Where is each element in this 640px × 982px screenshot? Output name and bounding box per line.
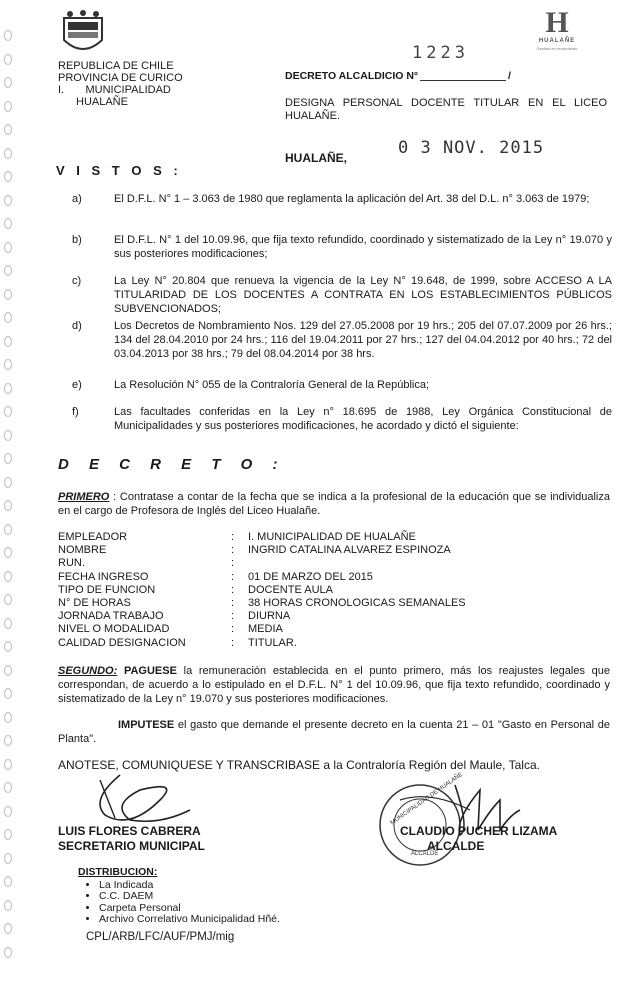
punch-hole: [4, 782, 12, 793]
punch-hole: [4, 195, 12, 206]
field-key: NIVEL O MODALIDAD: [58, 623, 170, 636]
field-colon: :: [231, 557, 235, 570]
punch-hole: [4, 759, 12, 770]
field-colon: :: [231, 636, 235, 649]
field-key: RUN.: [58, 557, 85, 570]
vistos-item: [72, 192, 612, 206]
item-text: Los Decretos de Nombramiento Nos. 129 del 27.05.2008 por 19 hrs.; 205 del 07.07.2009 por 26 hrs.; 134 del 28.04.2010 por 24 hrs.; 116 del 19.04.2011 por 27 hrs.; 127 del 04.04.2012 por 40 hrs.; 72 del 03.04.2013 por 38 hrs.; 79 del 08.04.2014 por 38 hrs.: [114, 320, 612, 360]
punch-hole: [4, 853, 12, 864]
chile-crest-logo: [60, 10, 106, 58]
field-value: I. MUNICIPALIDAD DE HUALAÑE: [248, 531, 416, 543]
field-key: EMPLEADOR: [58, 531, 128, 543]
field-value: 01 DE MARZO DEL 2015: [248, 570, 373, 583]
issuer-block: [58, 60, 183, 108]
field-value: DOCENTE AULA: [248, 583, 333, 596]
mayor-signature-block: [400, 824, 557, 854]
punch-hole: [4, 876, 12, 887]
paguese-word: PAGUESE: [123, 665, 177, 677]
punch-hole: [4, 806, 12, 817]
segundo-paragraph: [58, 664, 610, 706]
punch-hole: [4, 641, 12, 652]
item-text: El D.F.L. N° 1 del 10.09.96, que fija texto refundido, coordinado y sistematizado de la Ley n° 19.070 y sus posteriores modificaciones;: [114, 234, 612, 260]
secretary-signature-block: [58, 824, 205, 854]
punch-hole: [4, 829, 12, 840]
field-colon: :: [231, 610, 235, 623]
item-letter: b): [72, 234, 82, 246]
decree-city: HUALAÑE,: [285, 151, 347, 165]
item-letter: a): [72, 193, 82, 205]
field-value: MEDIA: [248, 623, 283, 636]
punch-hole: [4, 242, 12, 253]
punch-hole: [4, 336, 12, 347]
list-item: • Archivo Correlativo Municipalidad Hñé.: [99, 914, 280, 926]
field-key: N° DE HORAS: [58, 596, 131, 609]
field-value: TITULAR.: [248, 636, 297, 649]
imputese-text: el gasto que demande el presente decreto en la cuenta 21 – 01 "Gasto en Personal de Planta".: [58, 719, 611, 745]
punch-hole: [4, 947, 12, 958]
punch-hole: [4, 218, 12, 229]
punch-hole: [4, 312, 12, 323]
decree-label: DECRETO ALCALDICIO N°: [285, 70, 419, 82]
segundo-label: SEGUNDO:: [58, 665, 118, 677]
date-stamp: 0 3 NOV. 2015: [398, 138, 545, 158]
punch-hole: [4, 77, 12, 88]
field-colon: :: [231, 596, 235, 609]
item-letter: f): [72, 406, 79, 418]
field-colon: :: [231, 544, 235, 557]
secretary-signature: [70, 770, 210, 830]
issuer-line: PROVINCIA DE CURICO: [58, 72, 183, 84]
field-key: CALIDAD DESIGNACION: [58, 636, 186, 649]
punch-hole: [4, 453, 12, 464]
issuer-line: I. MUNICIPALIDAD: [58, 84, 171, 96]
field-colon: :: [231, 583, 235, 596]
logo-name: HUALAÑE: [538, 38, 576, 44]
vistos-item: [72, 319, 612, 361]
item-text: Las facultades conferidas en la Ley n° 18.695 de 1988, Ley Orgánica Constitucional de Municipalidades y sus posteriores modificaciones, he acordado y dictó el siguiente:: [114, 406, 612, 432]
vistos-item: [72, 274, 612, 316]
decree-number-line: [420, 80, 506, 81]
punch-hole: [4, 289, 12, 300]
list-item: • La Indicada: [99, 880, 280, 892]
vistos-item: [72, 405, 612, 433]
primero-paragraph: [58, 490, 610, 518]
punch-hole: [4, 171, 12, 182]
field-colon: :: [231, 570, 235, 583]
punch-hole: [4, 735, 12, 746]
field-value: 38 HORAS CRONOLOGICAS SEMANALES: [248, 596, 466, 609]
punch-hole: [4, 101, 12, 112]
seal-text: MUNICIPALIDAD DE HUALAÑE: [389, 771, 465, 827]
logo-letter: H: [545, 6, 569, 39]
typist-initials: CPL/ARB/LFC/AUF/PMJ/mig: [86, 931, 235, 943]
imputese-word: IMPUTESE: [118, 719, 175, 731]
field-key: TIPO DE FUNCION: [58, 583, 156, 596]
punch-hole: [4, 524, 12, 535]
punch-hole: [4, 30, 12, 41]
punch-hole: [4, 900, 12, 911]
item-letter: e): [72, 379, 82, 391]
decree-number-stamp: 1223: [412, 43, 469, 63]
secretary-name: LUIS FLORES CABRERA: [58, 824, 201, 838]
item-text: La Ley N° 20.804 que renueva la vigencia de la Ley N° 19.648, de 1999, sobre ACCESO A LA TITULARIDAD DE LOS DOCENTES A CONTRATA EN LOS ESTABLECIMIENTOS PÚBLICOS SUBVENCIONADOS;: [114, 275, 612, 315]
segundo-text: la remuneración establecida en el punto primero, más los reajustes legales que correspondan, de acuerdo a lo estipulado en el D.F.L. N° 1 del 10.09.96, que fija texto refundido, coordinado y sistematizado de la Ley n° 19.070 y sus posteriores modificaciones.: [58, 665, 610, 705]
primero-text: : Contratase a contar de la fecha que se indica a la profesional de la educación que se individualiza en el cargo de Profesora de Inglés del Liceo Hualañe.: [58, 491, 610, 517]
punch-holes: [0, 0, 14, 982]
punch-hole: [4, 923, 12, 934]
vistos-heading: V I S T O S :: [56, 163, 182, 178]
item-text: La Resolución N° 055 de la Contraloría General de la República;: [114, 379, 430, 391]
punch-hole: [4, 265, 12, 276]
punch-hole: [4, 594, 12, 605]
punch-hole: [4, 383, 12, 394]
punch-hole: [4, 571, 12, 582]
decree-slash: /: [508, 70, 511, 82]
punch-hole: [4, 712, 12, 723]
punch-hole: [4, 359, 12, 370]
punch-hole: [4, 665, 12, 676]
distribution-title: DISTRIBUCION:: [78, 866, 158, 878]
field-key: NOMBRE: [58, 544, 107, 557]
field-key: FECHA INGRESO: [58, 570, 149, 583]
mayor-name: CLAUDIO PUCHER LIZAMA: [400, 824, 558, 838]
list-item: • Carpeta Personal: [99, 903, 280, 915]
hualane-logo: [532, 8, 582, 51]
vistos-item: [72, 378, 612, 392]
punch-hole: [4, 406, 12, 417]
punch-hole: [4, 124, 12, 135]
vistos-item: [72, 233, 612, 261]
anotese-line: ANOTESE, COMUNIQUESE Y TRANSCRIBASE a la Contraloría Región del Maule, Talca.: [58, 758, 540, 772]
field-colon: :: [231, 623, 235, 636]
punch-hole: [4, 430, 12, 441]
issuer-line: HUALAÑE: [76, 96, 128, 108]
list-item: • C.C. DAEM: [99, 891, 280, 903]
punch-hole: [4, 618, 12, 629]
punch-hole: [4, 688, 12, 699]
mayor-title: ALCALDE: [427, 839, 485, 853]
punch-hole: [4, 500, 12, 511]
seal-bottom-text: ALCALDE: [411, 851, 439, 857]
decreto-heading: D E C R E T O :: [58, 456, 286, 473]
field-colon: :: [231, 531, 235, 543]
punch-hole: [4, 148, 12, 159]
distribution-list: [78, 880, 280, 926]
issuer-line: REPUBLICA DE CHILE: [58, 60, 174, 72]
imputese-paragraph: [58, 718, 610, 746]
secretary-title: SECRETARIO MUNICIPAL: [58, 839, 205, 853]
decree-subject: DESIGNA PERSONAL DOCENTE TITULAR EN EL LICEO HUALAÑE.: [285, 97, 607, 122]
item-text: El D.F.L. N° 1 – 3.063 de 1980 que reglamenta la aplicación del Art. 38 del D.L. n° 3.063 de 1979;: [114, 193, 590, 205]
distribution-block: [78, 867, 280, 926]
punch-hole: [4, 54, 12, 65]
primero-label: PRIMERO: [58, 491, 110, 503]
punch-hole: [4, 477, 12, 488]
item-letter: c): [72, 275, 82, 287]
field-value: INGRID CATALINA ALVAREZ ESPINOZA: [248, 544, 451, 557]
item-letter: d): [72, 320, 82, 332]
field-key: JORNADA TRABAJO: [58, 610, 164, 623]
logo-tagline: Gestión en movimiento: [536, 45, 578, 51]
field-value: DIURNA: [248, 610, 291, 623]
punch-hole: [4, 547, 12, 558]
